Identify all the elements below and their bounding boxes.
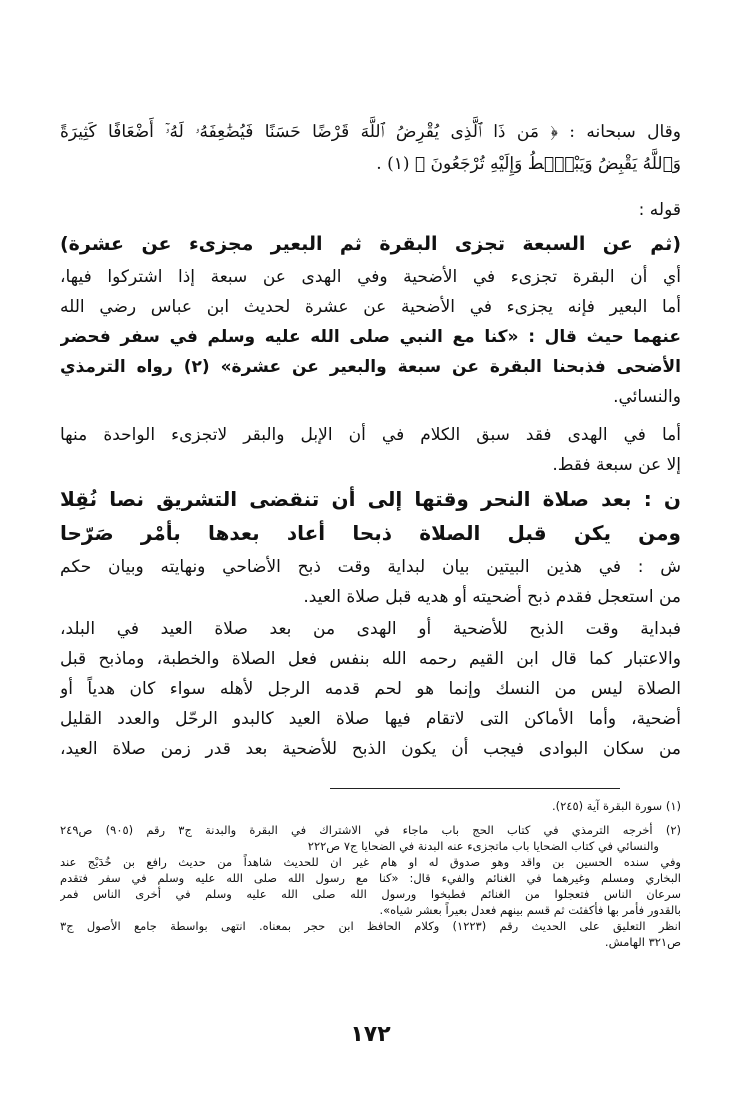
footnote-2-line: البخاري ومسلم وغيرهما في الغنائم والفيء قال: «كنا مع رسول الله صلى الله عليه وسلم في سفر فتقدم <box>60 871 681 885</box>
para3-line: الصلاة ليس من النسك وإنما هو لحم قدمه الرجل لأهله سواء كان هدياً أو <box>60 679 681 699</box>
footnote-2-line: والنسائي في كتاب الضحايا باب ماتجزىء عنه البدنة في الضحايا ج٧ ص٢٢٢ <box>307 839 659 853</box>
footnote-divider <box>330 788 620 789</box>
footnotes <box>60 798 681 950</box>
verse-line-2: ومن يكن قبل الصلاة ذبحا أعاد بعدها بأمْر صَرّحا <box>60 521 681 545</box>
footnote-2-line: سرعان الناس فتعجلوا من الغنائم فطبخوا ورسول الله صلى الله عليه وسلم في أخرى الناس فمر <box>60 887 681 901</box>
quran-verse-part-1: ﴿ مَن ذَا ٱلَّذِى يُقْرِضُ ٱللَّهَ قَرْضًا حَسَنًا فَيُضَٰعِفَهُۥ لَهُۥٓ أَضْعَافًا كَثِيرَةً <box>60 122 558 142</box>
qawluhu-label: قوله : <box>638 200 681 220</box>
heading-row <box>60 228 681 260</box>
footnote-1: (١) سورة البقرة آية (٢٤٥). <box>551 799 681 813</box>
paragraph-3 <box>60 614 681 764</box>
verse-block <box>60 482 681 550</box>
para2-line: إلا عن سبعة فقط. <box>552 455 681 475</box>
paragraph-1 <box>60 262 681 412</box>
para3-line: والاعتبار كما قال ابن القيم رحمه الله بنفس فعل الصلاة والخطبة، وماذبح قبل <box>60 649 681 669</box>
quran-lead: وقال سبحانه : <box>569 122 681 142</box>
paragraph-2 <box>60 420 681 480</box>
para3-line: أضحية، وأما الأماكن التى لاتقام فيها صلاة العيد كالبدو الرحّل والعدد القليل <box>60 709 681 729</box>
qawluhu-label-row <box>60 198 681 222</box>
para1-line: عنهما حيث قال : «كنا مع النبي صلى الله عليه وسلم في سفر فحضر <box>60 327 681 347</box>
page-number: ١٧٢ <box>350 1022 391 1047</box>
footnote-2-line: انظر التعليق على الحديث رقم (١٢٢٣) وكلام الحافظ ابن حجر بمعناه. انتهى بواسطة جامع الأصول ج٣ <box>60 919 681 933</box>
para1-line: أما البعير فإنه يجزىء في الأضحية عن عشرة لحديث ابن عباس رضي الله <box>60 297 681 317</box>
footnote-2-line: وفي سنده الحسين بن واقد وهو صدوق له او هام غير ان للحديث شاهداً من حديث رافع بن خُدَيْج عند <box>60 855 681 869</box>
quran-line-1 <box>60 116 681 148</box>
para3-line: فبداية وقت الذبح للأضحية أو الهدى من بعد صلاة العيد في البلد، <box>60 619 681 639</box>
quran-line-2: وَٱللَّهُ يَقْبِضُ وَيَبْصُۜطُ وَإِلَيْهِ تُرْجَعُونَ ﴾ (١) . <box>376 154 681 174</box>
para1-line: أي أن البقرة تجزىء في الأضحية وفي الهدى عن سبعة إذا اشتركوا فيها، <box>60 267 681 287</box>
footnote-2-line: (٢) أخرجه الترمذي في كتاب الحج باب ماجاء في الاشتراك في البقرة والبدنة ج٣ رقم (٩٠٥) ص٢٤٩ <box>60 823 681 837</box>
sharh-block <box>60 552 681 612</box>
sharh-line: ش : في هذين البيتين بيان لبداية وقت ذبح الأضاحي ونهايته وبيان حكم <box>60 557 681 577</box>
para3-line: من سكان البوادى فيجب أن يكون الذبح للأضحية بعد قدر زمن صلاة العيد، <box>60 739 681 759</box>
para1-line: والنسائي. <box>613 387 681 407</box>
footnote-2-line: بالقدور فأمر بها فأكفئت ثم قسم بينهم فعدل بعيراً بعشر شياه». <box>379 903 681 917</box>
quran-citation <box>60 116 681 180</box>
para1-line: الأضحى فذبحنا البقرة عن سبعة والبعير عن عشرة» (٢) رواه الترمذي <box>60 357 681 377</box>
section-heading: (ثم عن السبعة تجزى البقرة ثم البعير مجزىء عن عشرة) <box>60 233 681 255</box>
sharh-line: من استعجل فقدم ذبح أضحيته أو هديه قبل صلاة العيد. <box>303 587 681 607</box>
para2-line: أما في الهدى فقد سبق الكلام في أن الإبل والبقر لاتجزىء الواحدة منها <box>60 425 681 445</box>
footnote-2-line: ص٣٢١ الهامش. <box>604 935 681 949</box>
verse-line-1: ن : بعد صلاة النحر وقتها إلى أن تنقضى التشريق نصا نُقِلا <box>60 487 681 511</box>
